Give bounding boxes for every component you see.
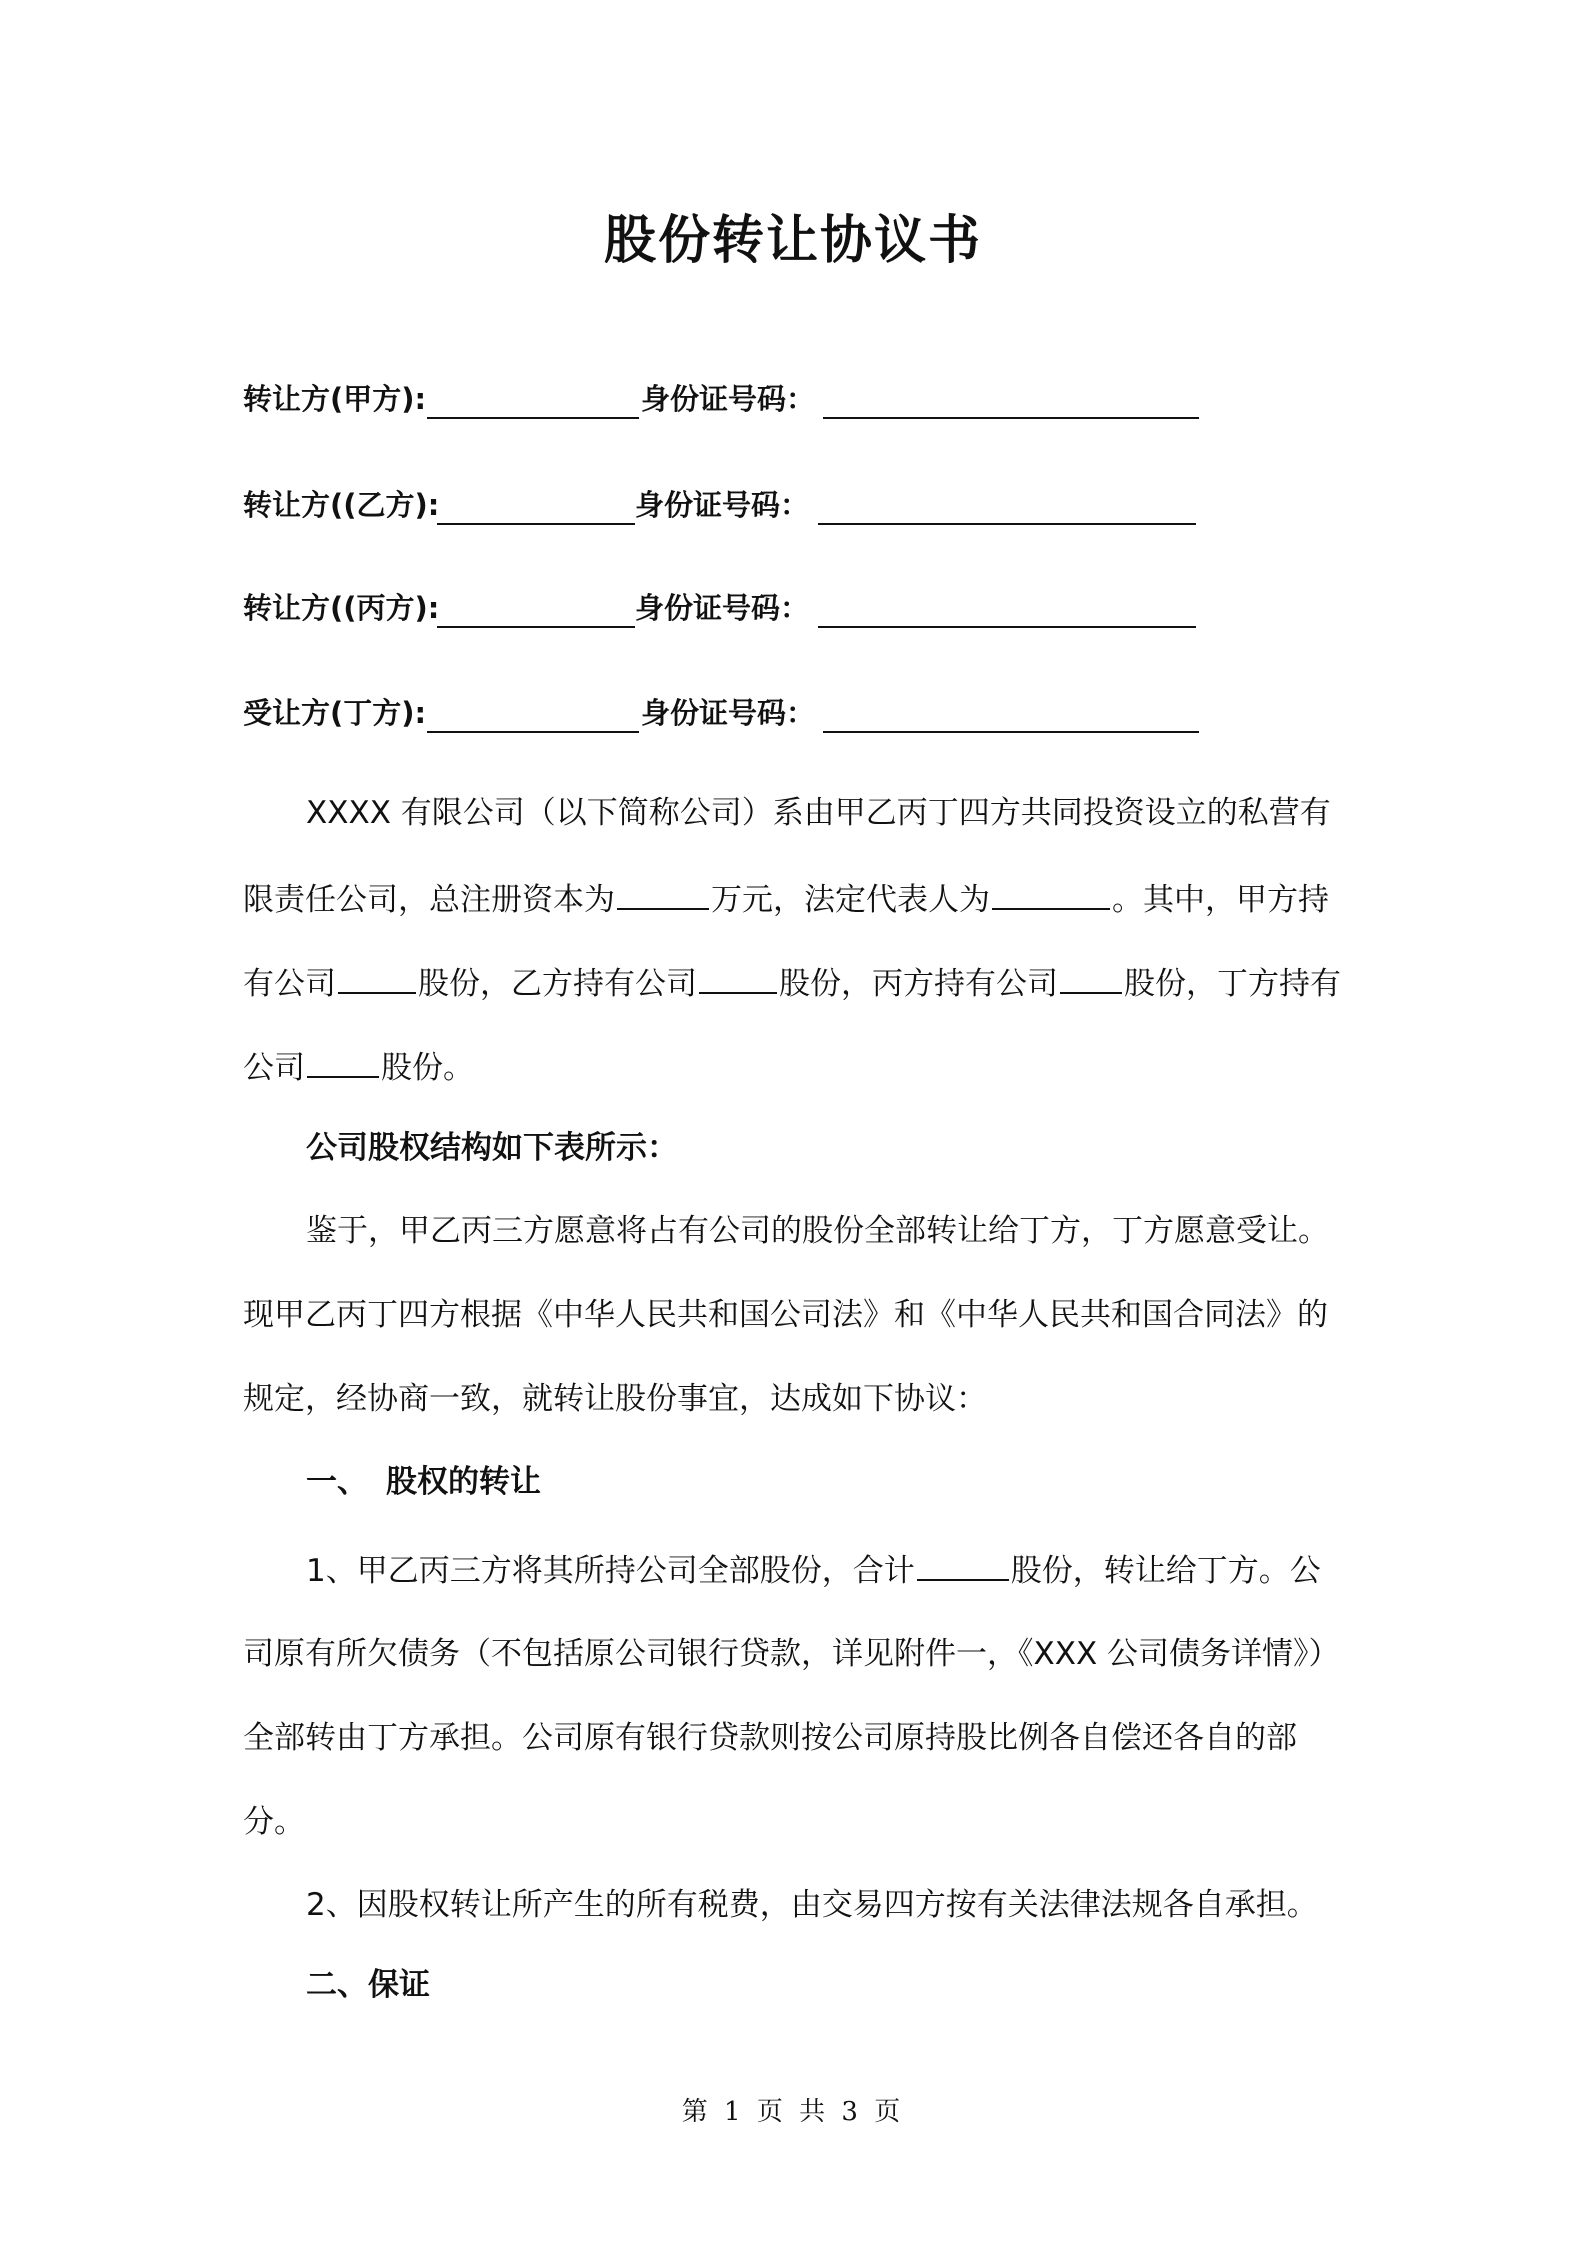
party-label: 转让方((乙方): xyxy=(243,488,440,522)
text-run: 限责任公司，总注册资本为 xyxy=(243,882,615,918)
paragraph-line xyxy=(243,872,1329,922)
text-run: 股份。 xyxy=(381,1050,474,1086)
document-title: 股份转让协议书 xyxy=(603,211,982,271)
party-label: 受让方(丁方): xyxy=(243,696,427,730)
text-run: 万元，法定代表人为 xyxy=(711,882,990,918)
section-title: 股权的转让 xyxy=(386,1464,541,1500)
paragraph-line: 全部转由丁方承担。公司原有银行贷款则按公司原持股比例各自偿还各自的部 xyxy=(243,1720,1297,1756)
legal-rep-blank[interactable] xyxy=(992,872,1110,910)
id-label: 身份证号码： xyxy=(635,591,810,625)
paragraph-line: 现甲乙丙丁四方根据《中华人民共和国公司法》和《中华人民共和国合同法》的 xyxy=(243,1297,1328,1333)
capital-blank[interactable] xyxy=(617,872,709,910)
paragraph-line xyxy=(306,1543,1321,1593)
text-run: 1、甲乙丙三方将其所持公司全部股份，合计 xyxy=(306,1553,915,1589)
paragraph-line: 鉴于，甲乙丙三方愿意将占有公司的股份全部转让给丁方，丁方愿意受让。 xyxy=(306,1213,1329,1249)
paragraph-line xyxy=(243,1040,474,1090)
party-label: 转让方(甲方): xyxy=(243,382,427,416)
paragraph-line: XXXX 有限公司（以下简称公司）系由甲乙丙丁四方共同投资设立的私营有 xyxy=(306,795,1331,831)
id-number-blank[interactable] xyxy=(823,731,1199,733)
page-number-footer: 第 1 页 共 3 页 xyxy=(681,2097,905,2127)
party-name-blank[interactable] xyxy=(427,731,639,733)
heading-line: 公司股权结构如下表所示： xyxy=(306,1130,678,1166)
text-run: 有公司 xyxy=(243,966,336,1002)
party-name-blank[interactable] xyxy=(437,523,635,525)
shares-c-blank[interactable] xyxy=(1060,956,1122,994)
id-number-blank[interactable] xyxy=(823,417,1199,419)
shares-a-blank[interactable] xyxy=(338,956,416,994)
total-shares-blank[interactable] xyxy=(917,1543,1009,1581)
id-number-blank[interactable] xyxy=(818,626,1196,628)
id-label: 身份证号码： xyxy=(641,696,816,730)
paragraph-line: 分。 xyxy=(243,1804,305,1840)
text-run: 股份，转让给丁方。公 xyxy=(1010,1553,1321,1589)
text-run: 公司 xyxy=(243,1050,305,1086)
text-run: 。其中，甲方持 xyxy=(1112,882,1329,918)
section-title: 二、保证 xyxy=(306,1967,430,2003)
shares-b-blank[interactable] xyxy=(699,956,777,994)
paragraph-line: 2、因股权转让所产生的所有税费，由交易四方按有关法律法规各自承担。 xyxy=(306,1887,1318,1923)
id-label: 身份证号码： xyxy=(641,382,816,416)
text-run: 股份，乙方持有公司 xyxy=(418,966,697,1002)
text-run: 股份，丁方持有 xyxy=(1124,966,1341,1002)
id-number-blank[interactable] xyxy=(818,523,1196,525)
text-run: 股份，丙方持有公司 xyxy=(779,966,1058,1002)
paragraph-line: 司原有所欠债务（不包括原公司银行贷款，详见附件一，《XXX 公司债务详情》） xyxy=(243,1636,1340,1672)
party-name-blank[interactable] xyxy=(427,417,639,419)
party-label: 转让方((丙方): xyxy=(243,591,440,625)
id-label: 身份证号码： xyxy=(635,488,810,522)
party-name-blank[interactable] xyxy=(437,626,635,628)
section-number: 一、 xyxy=(306,1464,368,1500)
paragraph-line xyxy=(243,956,1341,1006)
shares-d-blank[interactable] xyxy=(307,1040,379,1078)
paragraph-line: 规定，经协商一致，就转让股份事宜，达成如下协议： xyxy=(243,1381,987,1417)
